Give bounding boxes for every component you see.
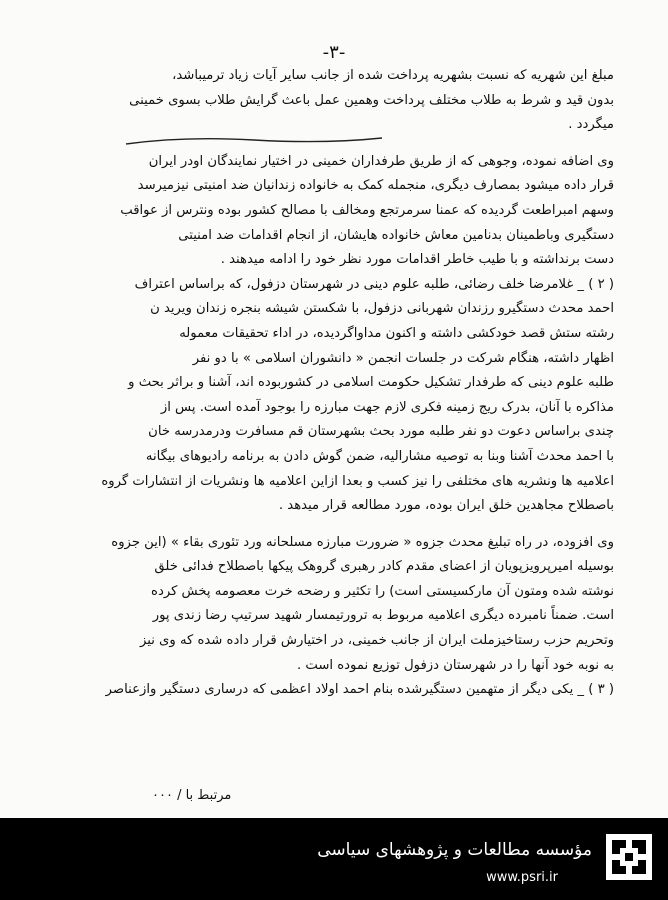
text-line: قرار داده میشود بمصارف دیگری، منجمله کمک به خانواده زندانیان ضد امنیتی نیزمیرسد [137, 178, 614, 194]
text-line: احمد محدث دستگیرو رزندان شهربانی دزفول، با شکستن شیشه بنجره زندان ویرید ن [150, 301, 614, 317]
text-line: بوسیله امیرپرویزپویان از اعضای مقدم کادر رهبری گروهک پیکها باصطلاح فدائی خلق [154, 559, 614, 575]
text-line: باصطلاح مجاهدین خلق ایران بوده، مورد مطالعه قرار میدهد . [278, 498, 614, 514]
text-line: به نوبه خود آنها را در شهرستان دزفول توزیع نموده است . [297, 657, 614, 673]
text-line: دست برنداشته و با طیب خاطر اقدامات مورد نظر خود را ادامه میدهند . [220, 252, 614, 268]
text-line: وی افزوده، در راه تبلیغ محدث جزوه « ضرورت مبارزه مسلحانه ورد تئوری بقاء » (این جزوه [111, 534, 614, 550]
text-line: مبلغ این شهریه که نسبت بشهریه پرداخت شده از جانب سایر آیات زیاد ترمیباشد، [172, 68, 614, 83]
page-number: -٣- [322, 42, 346, 63]
footer-banner [0, 818, 668, 900]
text-line: ( ٢ ) _ غلامرضا خلف رضائی، طلبه علوم دینی در شهرستان دزفول، که براساس اعتراف [134, 276, 614, 292]
text-line: نوشته شده ومتون آن مارکسیستی است) را تکثیر و رضحه خرت معصومه پخش کرده [151, 583, 614, 599]
text-line: چندی براساس دعوت دو نفر طلبه مورد بحث بشهرستان قم مسافرت ودرمدرسه خان [148, 424, 614, 440]
text-line: دستگیری وباطمینان بدنامین معاش خانواده هایشان، از انجام اقدامات ضد امنیتی [178, 227, 614, 243]
text-line: میگردد . [568, 117, 614, 133]
text-line: وتحریم حزب رستاخیزملت ایران از جانب خمینی، در اختیارش قرار داده شده که وی نیز [139, 633, 614, 649]
text-line: مذاکره با آنان، بدرک ریج زمینه فکری لازم جهت مبارزه را بوجود آمده است. پس از [160, 399, 614, 415]
text-line: بدون قید و شرط به طلاب مختلف پرداخت وهمین عمل باعث گرایش طلاب بسوی خمینی [129, 92, 614, 108]
reference-note: مرتبط با / ۰۰۰ [152, 788, 232, 803]
paragraph-2 [96, 150, 614, 273]
institute-url[interactable]: www.psri.ir [486, 870, 558, 885]
paragraph-1 [96, 64, 614, 138]
text-line: وسهم امبراطعت گردیده که عمنا سرمرتجع ومخالف با مصالح کشور بوده ونترس از عواقب [120, 202, 614, 218]
paragraph-5 [96, 678, 614, 703]
paragraph-4 [96, 531, 614, 679]
document-body [96, 64, 614, 703]
text-line: اعلامیه ها ونشریه های مختلفی را نیز کسب و بعدا ازاین اعلامیه ها ونشریات از انتشارات گروه [101, 473, 614, 489]
text-line: رشته ستش قصد خودکشی داشته و اکنون مداواگردیده، در اداء تحقیقات معموله [179, 325, 614, 341]
text-line: طلبه علوم دینی که طرفدار تشکیل حکومت اسلامی در کشوربوده اند، آشنا و براثر بحث و [128, 375, 614, 391]
paragraph-3 [96, 273, 614, 519]
psri-logo-icon [604, 832, 654, 882]
institute-name: مؤسسه مطالعات و پژوهشهای سیاسی [317, 840, 592, 860]
text-line: ( ٣ ) _ یکی دیگر از متهمین دستگیرشده بنام احمد اولاد اعظمی که درساری دستگیر وازعناصر [105, 682, 614, 698]
text-line: با احمد محدث آشنا وبنا به توصیه مشارالیه، ضمن گوش دادن به برنامه رادیوهای بیگانه [145, 448, 614, 464]
text-line: است. ضمناً نامبرده دیگری اعلامیه مربوط به ترورتیمسار شهید سرتیپ رضا زندی پور [152, 608, 614, 624]
text-line: اظهار داشته، هنگام شرکت در جلسات انجمن « دانشوران اسلامی » با دو نفر [192, 350, 614, 366]
text-line: وی اضافه نموده، وجوهی که از طریق طرفداران خمینی در اختیار نمایندگان اودر ایران [148, 153, 614, 169]
